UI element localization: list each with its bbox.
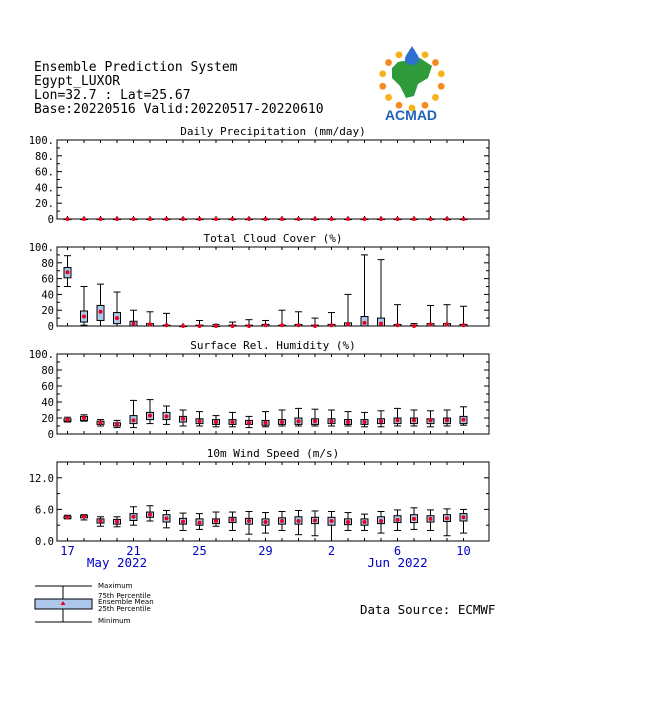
day-box-16 <box>312 511 319 536</box>
plot-frame <box>57 140 489 219</box>
mean-marker <box>99 519 103 523</box>
day-box-14 <box>279 410 286 426</box>
mean-marker <box>99 421 103 425</box>
y-tick-label: 60 <box>41 273 54 286</box>
day-box-19 <box>361 412 368 426</box>
legend-label: 25th Percentile <box>98 605 151 613</box>
mean-marker <box>429 418 433 422</box>
mean-marker <box>462 418 466 422</box>
day-box-16 <box>312 409 319 426</box>
plot-frame <box>57 354 489 434</box>
mean-marker <box>231 217 235 221</box>
x-day-label: 6 <box>393 544 402 558</box>
day-box-3 <box>97 517 104 526</box>
header-location: Egypt_LUXOR <box>34 74 121 89</box>
day-box-9 <box>196 217 203 221</box>
x-day-label: 25 <box>192 544 207 558</box>
day-box-23 <box>427 217 434 221</box>
y-tick-label: 0.0 <box>35 536 54 548</box>
y-tick-label: 80 <box>41 257 54 270</box>
day-box-17 <box>328 217 335 221</box>
x-month-label: Jun 2022 <box>367 555 428 570</box>
mean-marker <box>313 419 317 423</box>
mean-marker <box>247 217 251 221</box>
day-box-21 <box>394 510 401 531</box>
day-box-1 <box>64 515 71 519</box>
day-box-17 <box>328 410 335 426</box>
day-box-24 <box>444 305 451 327</box>
mean-marker <box>214 324 218 328</box>
x-day-label: 2 <box>327 544 336 558</box>
mean-marker <box>412 517 416 521</box>
mean-marker <box>396 217 400 221</box>
day-box-21 <box>394 408 401 426</box>
mean-marker <box>346 322 350 326</box>
mean-marker <box>148 513 152 517</box>
plot-frame <box>57 247 489 326</box>
mean-marker <box>148 217 152 221</box>
day-box-7 <box>163 217 170 221</box>
mean-marker <box>379 419 383 423</box>
mean-marker <box>231 420 235 424</box>
day-box-9 <box>196 412 203 426</box>
day-box-9 <box>196 320 203 328</box>
mean-marker <box>82 217 86 221</box>
sun-ray-dot <box>422 51 429 58</box>
y-tick-label: 40 <box>41 289 54 302</box>
day-box-3 <box>97 420 104 426</box>
mean-marker <box>363 420 367 424</box>
mean-marker <box>396 323 400 327</box>
mean-marker <box>396 418 400 422</box>
legend-label: Ensemble Mean <box>98 598 154 606</box>
day-box-19 <box>361 217 368 221</box>
mean-marker <box>165 323 169 327</box>
y-tick-label: 80 <box>41 365 54 377</box>
day-box-1 <box>64 417 71 422</box>
day-box-18 <box>345 217 352 221</box>
y-tick-label: 20. <box>35 198 54 211</box>
sun-ray-dot <box>432 59 439 66</box>
x-day-label: 17 <box>60 544 75 558</box>
legend-label: 75th Percentile <box>98 592 151 600</box>
mean-marker <box>148 414 152 418</box>
day-box-8 <box>180 410 187 426</box>
mean-marker <box>462 515 466 519</box>
day-box-15 <box>295 408 302 426</box>
day-box-4 <box>114 292 121 326</box>
mean-marker <box>297 323 301 327</box>
x-day-label: 10 <box>456 544 471 558</box>
mean-marker <box>198 217 202 221</box>
mean-marker <box>346 520 350 524</box>
day-box-20 <box>378 512 385 534</box>
day-box-12 <box>246 217 253 221</box>
mean-marker <box>247 324 251 328</box>
mean-marker <box>132 217 136 221</box>
mean-marker <box>66 418 70 422</box>
day-box-15 <box>295 312 302 327</box>
sun-ray-dot <box>396 51 403 58</box>
day-box-23 <box>427 411 434 427</box>
panel-3 <box>29 339 489 441</box>
mean-marker <box>445 217 449 221</box>
day-box-16 <box>312 217 319 221</box>
mean-marker <box>264 421 268 425</box>
mean-marker <box>313 324 317 328</box>
day-box-17 <box>328 512 335 541</box>
day-box-25 <box>460 407 467 425</box>
mean-marker <box>181 417 185 421</box>
mean-marker <box>115 316 119 320</box>
y-tick-label: 0 <box>47 321 54 333</box>
day-box-4 <box>114 517 121 527</box>
day-box-24 <box>444 509 451 536</box>
mean-marker <box>462 323 466 327</box>
day-box-5 <box>130 507 137 525</box>
mean-marker <box>132 515 136 519</box>
day-box-2 <box>81 287 88 326</box>
day-box-1 <box>64 256 71 287</box>
day-box-14 <box>279 310 286 327</box>
day-box-10 <box>213 512 220 526</box>
y-tick-label: 80. <box>35 150 54 163</box>
water-drop-icon <box>405 46 419 65</box>
mean-marker <box>330 419 334 423</box>
mean-marker <box>330 323 334 327</box>
day-box-18 <box>345 513 352 531</box>
day-box-15 <box>295 217 302 221</box>
mean-marker <box>115 422 119 426</box>
y-tick-label: 20 <box>41 305 54 318</box>
day-box-21 <box>394 217 401 221</box>
mean-marker <box>165 516 169 520</box>
day-box-6 <box>147 506 154 521</box>
mean-marker <box>115 520 119 524</box>
day-box-13 <box>262 412 269 427</box>
day-box-11 <box>229 412 236 426</box>
y-tick-label: 60. <box>35 166 54 179</box>
x-day-label: 21 <box>126 544 141 558</box>
mean-marker <box>346 217 350 221</box>
day-box-23 <box>427 305 434 326</box>
mean-marker <box>379 322 383 326</box>
day-box-5 <box>130 310 137 326</box>
day-box-10 <box>213 217 220 221</box>
mean-marker <box>198 419 202 423</box>
mean-marker <box>363 520 367 524</box>
mean-marker <box>429 322 433 326</box>
mean-marker <box>280 420 284 424</box>
mean-marker <box>396 518 400 522</box>
day-box-11 <box>229 217 236 221</box>
x-axis-labels <box>60 544 470 570</box>
day-box-1 <box>64 217 71 221</box>
panel-title: 10m Wind Speed (m/s) <box>206 447 340 460</box>
header-title: Ensemble Prediction System <box>34 60 238 75</box>
day-box-24 <box>444 217 451 221</box>
panel-2 <box>29 232 489 333</box>
data-source: Data Source: ECMWF <box>360 602 496 617</box>
mean-marker <box>82 416 86 420</box>
acmad-logo <box>379 46 444 123</box>
day-box-21 <box>394 305 401 328</box>
mean-marker <box>198 521 202 525</box>
mean-marker <box>247 519 251 523</box>
mean-marker <box>330 217 334 221</box>
day-box-11 <box>229 322 236 328</box>
panel-1 <box>29 125 489 226</box>
mean-marker <box>280 323 284 327</box>
mean-marker <box>313 217 317 221</box>
x-month-label: May 2022 <box>86 555 148 570</box>
day-box-22 <box>411 508 418 530</box>
mean-marker <box>429 217 433 221</box>
mean-marker <box>313 518 317 522</box>
mean-marker <box>445 418 449 422</box>
day-box-19 <box>361 514 368 530</box>
day-box-8 <box>180 324 187 328</box>
day-box-11 <box>229 512 236 530</box>
sun-ray-dot <box>438 70 445 77</box>
legend <box>35 582 154 625</box>
mean-marker <box>429 517 433 521</box>
day-box-13 <box>262 217 269 221</box>
day-box-20 <box>378 260 385 326</box>
plot-frame <box>57 462 489 541</box>
day-box-14 <box>279 512 286 531</box>
panel-title: Daily Precipitation (mm/day) <box>180 125 366 138</box>
sun-ray-dot <box>385 59 392 66</box>
header-coordinates: Lon=32.7 : Lat=25.67 <box>34 88 191 103</box>
day-box-12 <box>246 512 253 535</box>
day-box-5 <box>130 217 137 221</box>
day-box-13 <box>262 513 269 534</box>
day-box-3 <box>97 284 104 326</box>
mean-marker <box>165 217 169 221</box>
mean-marker <box>445 322 449 326</box>
day-box-23 <box>427 510 434 531</box>
mean-marker <box>264 217 268 221</box>
day-box-8 <box>180 513 187 530</box>
day-box-25 <box>460 306 467 327</box>
mean-marker <box>297 217 301 221</box>
day-box-9 <box>196 514 203 530</box>
mean-marker <box>181 217 185 221</box>
mean-marker <box>445 516 449 520</box>
day-box-24 <box>444 410 451 426</box>
day-box-12 <box>246 320 253 328</box>
header-dates: Base:20220516 Valid:20220517-20220610 <box>34 102 324 117</box>
sun-ray-dot <box>379 70 386 77</box>
day-box-18 <box>345 294 352 326</box>
mean-marker <box>82 515 86 519</box>
y-tick-label: 60 <box>41 381 54 393</box>
y-tick-label: 20 <box>41 413 54 425</box>
mean-marker <box>264 520 268 524</box>
mean-marker <box>363 217 367 221</box>
day-box-7 <box>163 510 170 527</box>
mean-marker <box>412 418 416 422</box>
panel-title: Surface Rel. Humidity (%) <box>190 339 356 352</box>
day-box-22 <box>411 217 418 221</box>
panel-title: Total Cloud Cover (%) <box>203 232 343 245</box>
day-box-2 <box>81 217 88 221</box>
y-tick-label: 0 <box>47 214 54 226</box>
mean-marker <box>66 515 70 519</box>
mean-marker <box>214 519 218 523</box>
mean-marker <box>82 315 86 319</box>
mean-marker <box>231 324 235 328</box>
mean-marker <box>181 520 185 524</box>
mean-marker <box>297 419 301 423</box>
day-box-20 <box>378 411 385 427</box>
day-box-22 <box>411 324 418 328</box>
day-box-22 <box>411 410 418 426</box>
mean-marker <box>330 519 334 523</box>
day-box-13 <box>262 320 269 327</box>
mean-marker <box>247 421 251 425</box>
mean-marker <box>66 217 70 221</box>
sun-ray-dot <box>385 94 392 101</box>
mean-marker <box>297 519 301 523</box>
mean-marker <box>198 324 202 328</box>
day-box-6 <box>147 400 154 424</box>
mean-marker <box>181 324 185 328</box>
day-box-16 <box>312 318 319 328</box>
day-box-2 <box>81 515 88 520</box>
day-box-20 <box>378 217 385 221</box>
x-day-label: 29 <box>258 544 273 558</box>
day-box-4 <box>114 217 121 221</box>
mean-marker <box>264 323 268 327</box>
mean-marker <box>412 324 416 328</box>
day-box-15 <box>295 510 302 534</box>
mean-marker <box>132 418 136 422</box>
day-box-10 <box>213 416 220 427</box>
mean-marker <box>280 519 284 523</box>
mean-marker <box>363 321 367 325</box>
mean-marker <box>148 322 152 326</box>
mean-marker <box>214 420 218 424</box>
day-box-8 <box>180 217 187 221</box>
sun-ray-dot <box>438 83 445 90</box>
sun-ray-dot <box>379 83 386 90</box>
day-box-3 <box>97 217 104 221</box>
mean-marker <box>115 217 119 221</box>
y-tick-label: 100. <box>28 349 54 361</box>
day-box-2 <box>81 415 88 421</box>
day-box-19 <box>361 255 368 326</box>
mean-marker <box>132 322 136 326</box>
day-box-10 <box>213 324 220 328</box>
mean-marker <box>412 217 416 221</box>
day-box-18 <box>345 412 352 426</box>
y-tick-label: 0 <box>47 429 54 441</box>
y-tick-label: 12.0 <box>28 472 54 485</box>
y-tick-label: 40. <box>35 182 54 195</box>
mean-marker <box>66 270 70 274</box>
mean-marker <box>346 420 350 424</box>
logo-text: ACMAD <box>384 107 438 123</box>
mean-marker <box>99 310 103 314</box>
mean-marker <box>99 217 103 221</box>
day-box-7 <box>163 406 170 424</box>
sun-ray-dot <box>432 94 439 101</box>
y-tick-label: 100. <box>28 242 54 254</box>
day-box-25 <box>460 217 467 221</box>
mean-marker <box>379 519 383 523</box>
mean-marker <box>231 518 235 522</box>
mean-marker <box>165 414 169 418</box>
y-tick-label: 100. <box>28 135 54 147</box>
mean-marker <box>280 217 284 221</box>
legend-label: Minimum <box>98 617 131 625</box>
mean-marker <box>462 217 466 221</box>
day-box-4 <box>114 420 121 427</box>
y-tick-label: 40 <box>41 397 54 409</box>
mean-marker <box>379 217 383 221</box>
legend-label: Maximum <box>98 582 133 590</box>
day-box-14 <box>279 217 286 221</box>
day-box-6 <box>147 217 154 221</box>
panel-4 <box>29 447 489 548</box>
day-box-7 <box>163 313 170 327</box>
day-box-5 <box>130 400 137 427</box>
day-box-25 <box>460 509 467 533</box>
day-box-12 <box>246 416 253 427</box>
mean-marker <box>214 217 218 221</box>
day-box-6 <box>147 312 154 327</box>
day-box-17 <box>328 313 335 328</box>
y-tick-label: 6.0 <box>35 504 54 517</box>
